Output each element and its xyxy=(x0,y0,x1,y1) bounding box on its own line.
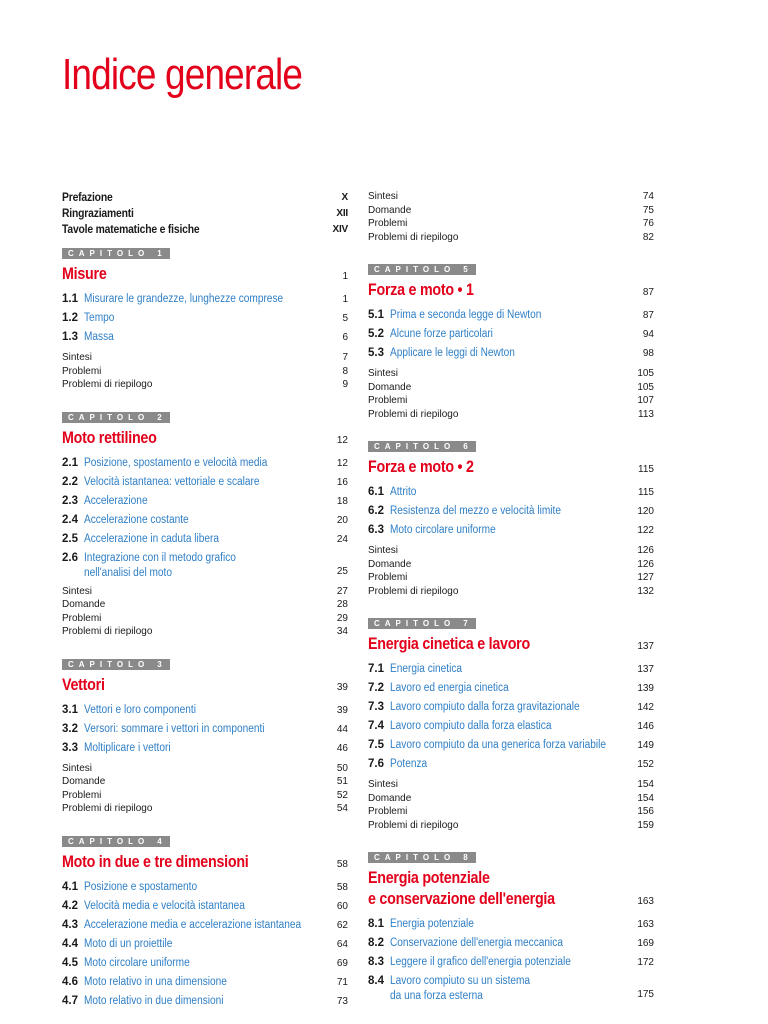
toc-right-column xyxy=(368,190,654,1014)
end-of-chapter-entry[interactable]: Problemi 8 xyxy=(62,364,348,377)
section-link[interactable]: 5.2 Alcune forze particolari 94 xyxy=(368,328,654,340)
section-link[interactable]: 4.7 Moto relativo in due dimensioni 73 xyxy=(62,994,348,1007)
section-link[interactable]: 5.3 Applicare le leggi di Newton 98 xyxy=(368,347,654,359)
chapter-title[interactable]: Forza e moto • 1 87 xyxy=(368,280,654,299)
section-link[interactable]: 4.4 Moto di un proiettile 64 xyxy=(62,937,348,950)
section-link[interactable]: 6.1 Attrito 115 xyxy=(368,486,654,498)
section-link[interactable]: 2.3 Accelerazione 18 xyxy=(62,494,348,507)
section-link[interactable]: 6.2 Resistenza del mezzo e velocità limite 120 xyxy=(368,505,654,517)
end-of-chapter-entry[interactable]: Sintesi 27 xyxy=(62,584,348,597)
section-link[interactable]: 7.1 Energia cinetica 137 xyxy=(368,663,654,675)
end-of-chapter-entry[interactable]: Domande 28 xyxy=(62,598,348,610)
section-link[interactable]: 2.5 Accelerazione in caduta libera 24 xyxy=(62,532,348,545)
section-link[interactable]: 4.5 Moto circolare uniforme 69 xyxy=(62,956,348,969)
section-link[interactable]: 2.1 Posizione, spostamento e velocità media 12 xyxy=(62,456,348,469)
section-link[interactable]: 1.3 Massa 6 xyxy=(62,331,348,343)
end-of-chapter-entry[interactable]: Domande 75 xyxy=(368,203,654,216)
chapter-tag: CAPITOLO 6 xyxy=(368,441,476,452)
section-link[interactable]: 3.3 Moltiplicare i vettori 46 xyxy=(62,741,348,754)
end-of-chapter-entry[interactable]: Problemi di riepilogo 34 xyxy=(62,625,348,637)
chapter-3 xyxy=(62,649,348,816)
end-of-chapter-entry[interactable]: Problemi di riepilogo 159 xyxy=(368,818,654,831)
section-link[interactable]: 8.1 Energia potenziale 163 xyxy=(368,918,654,930)
chapter-7 xyxy=(368,608,654,832)
chapter-title[interactable]: Misure 1 xyxy=(62,264,348,283)
chapter-8 xyxy=(368,842,654,1004)
section-link[interactable]: 7.2 Lavoro ed energia cinetica 139 xyxy=(368,682,654,694)
end-of-chapter-entry[interactable]: Problemi 76 xyxy=(368,217,654,229)
end-of-chapter-entry[interactable]: Sintesi 74 xyxy=(368,190,654,202)
chapter-title[interactable]: Forza e moto • 2 115 xyxy=(368,457,654,476)
end-of-chapter-entry[interactable]: Domande 105 xyxy=(368,380,654,393)
end-of-chapter-entry[interactable]: Problemi 127 xyxy=(368,571,654,583)
end-of-chapter-entry[interactable]: Problemi 156 xyxy=(368,805,654,817)
chapter-1 xyxy=(62,238,348,392)
end-of-chapter-entry[interactable]: Domande 154 xyxy=(368,791,654,804)
end-of-chapter-entry[interactable]: Problemi 52 xyxy=(62,788,348,801)
section-link[interactable]: 4.1 Posizione e spostamento 58 xyxy=(62,880,348,893)
section-link[interactable]: 1.1 Misurare le grandezze, lunghezze comprese 1 xyxy=(62,293,348,305)
end-of-chapter-entry[interactable]: Problemi di riepilogo 54 xyxy=(62,802,348,814)
section-link[interactable]: 1.2 Tempo 5 xyxy=(62,312,348,324)
chapter-2 xyxy=(62,402,348,639)
chapter-5 xyxy=(368,254,654,421)
section-link[interactable]: 5.1 Prima e seconda legge di Newton 87 xyxy=(368,309,654,321)
end-of-chapter-entry[interactable]: Sintesi 126 xyxy=(368,544,654,556)
chapter-4 xyxy=(62,826,348,1011)
chapter-title[interactable]: Moto in due e tre dimensioni 58 xyxy=(62,851,348,871)
end-of-chapter-entry[interactable]: Sintesi 105 xyxy=(368,367,654,379)
end-of-chapter-entry[interactable]: Problemi 107 xyxy=(368,394,654,406)
chapter-tag: CAPITOLO 1 xyxy=(62,248,170,259)
end-of-chapter-entry[interactable]: Problemi 29 xyxy=(62,611,348,624)
end-of-chapter-entry[interactable]: Domande 51 xyxy=(62,775,348,787)
section-link[interactable]: 8.3 Leggere il grafico dell'energia potenziale 172 xyxy=(368,956,654,968)
toc-front-entry[interactable]: Tavole matematiche e fisiche XIV xyxy=(62,224,348,236)
end-of-chapter-entry[interactable]: Problemi di riepilogo 113 xyxy=(368,407,654,420)
end-of-chapter-entry[interactable]: Sintesi 7 xyxy=(62,351,348,363)
chapter-tag: CAPITOLO 8 xyxy=(368,852,476,863)
section-link[interactable]: 6.3 Moto circolare uniforme 122 xyxy=(368,524,654,536)
toc-front-entry[interactable]: Prefazione X xyxy=(62,192,348,204)
chapter-tag: CAPITOLO 2 xyxy=(62,412,170,423)
section-link[interactable]: 8.4 Lavoro compiuto su un sistema da una forza esterna 175 xyxy=(368,975,654,1002)
chapter-6 xyxy=(368,431,654,598)
section-link[interactable]: 7.4 Lavoro compiuto dalla forza elastica 146 xyxy=(368,720,654,732)
section-link[interactable]: 7.6 Potenza 152 xyxy=(368,758,654,770)
section-link[interactable]: 3.2 Versori: sommare i vettori in componenti 44 xyxy=(62,722,348,735)
section-link[interactable]: 7.5 Lavoro compiuto da una generica forza variabile 149 xyxy=(368,739,654,751)
page-title: Indice generale xyxy=(62,50,303,99)
chapter-tag: CAPITOLO 5 xyxy=(368,264,476,275)
section-link[interactable]: 4.6 Moto relativo in una dimensione 71 xyxy=(62,975,348,988)
section-link[interactable]: 4.2 Velocità media e velocità istantanea 60 xyxy=(62,899,348,912)
chapter-title[interactable]: Vettori 39 xyxy=(62,674,348,694)
end-of-chapter-entry[interactable]: Sintesi 50 xyxy=(62,761,348,774)
section-link[interactable]: 3.1 Vettori e loro componenti 39 xyxy=(62,703,348,716)
chapter-title[interactable]: Moto rettilineo 12 xyxy=(62,427,348,447)
toc-front-entry[interactable]: Ringraziamenti XII xyxy=(62,208,348,220)
end-of-chapter-entry[interactable]: Sintesi 154 xyxy=(368,778,654,790)
section-link[interactable]: 7.3 Lavoro compiuto dalla forza gravitazionale 142 xyxy=(368,701,654,713)
section-link[interactable]: 2.2 Velocità istantanea: vettoriale e scalare 16 xyxy=(62,475,348,488)
chapter-tag: CAPITOLO 7 xyxy=(368,618,476,629)
end-of-chapter-entry[interactable]: Problemi di riepilogo 82 xyxy=(368,230,654,243)
chapter-title[interactable]: Energia cinetica e lavoro 137 xyxy=(368,634,654,653)
section-link[interactable]: 4.3 Accelerazione media e accelerazione istantanea 62 xyxy=(62,918,348,931)
end-of-chapter-entry[interactable]: Problemi di riepilogo 132 xyxy=(368,584,654,597)
chapter-title[interactable]: Energia potenziale e conservazione dell'energia 163 xyxy=(368,868,654,908)
chapter-4-continued xyxy=(368,190,654,244)
end-of-chapter-entry[interactable]: Problemi di riepilogo 9 xyxy=(62,378,348,390)
section-link[interactable]: 2.6 Integrazione con il metodo grafico nell'analisi del moto 25 xyxy=(62,551,348,579)
chapter-tag: CAPITOLO 3 xyxy=(62,659,170,670)
end-of-chapter-entry[interactable]: Domande 126 xyxy=(368,557,654,570)
section-link[interactable]: 8.2 Conservazione dell'energia meccanica 169 xyxy=(368,937,654,949)
toc-left-column xyxy=(62,190,348,1021)
chapter-tag: CAPITOLO 4 xyxy=(62,836,170,847)
section-link[interactable]: 2.4 Accelerazione costante 20 xyxy=(62,513,348,526)
